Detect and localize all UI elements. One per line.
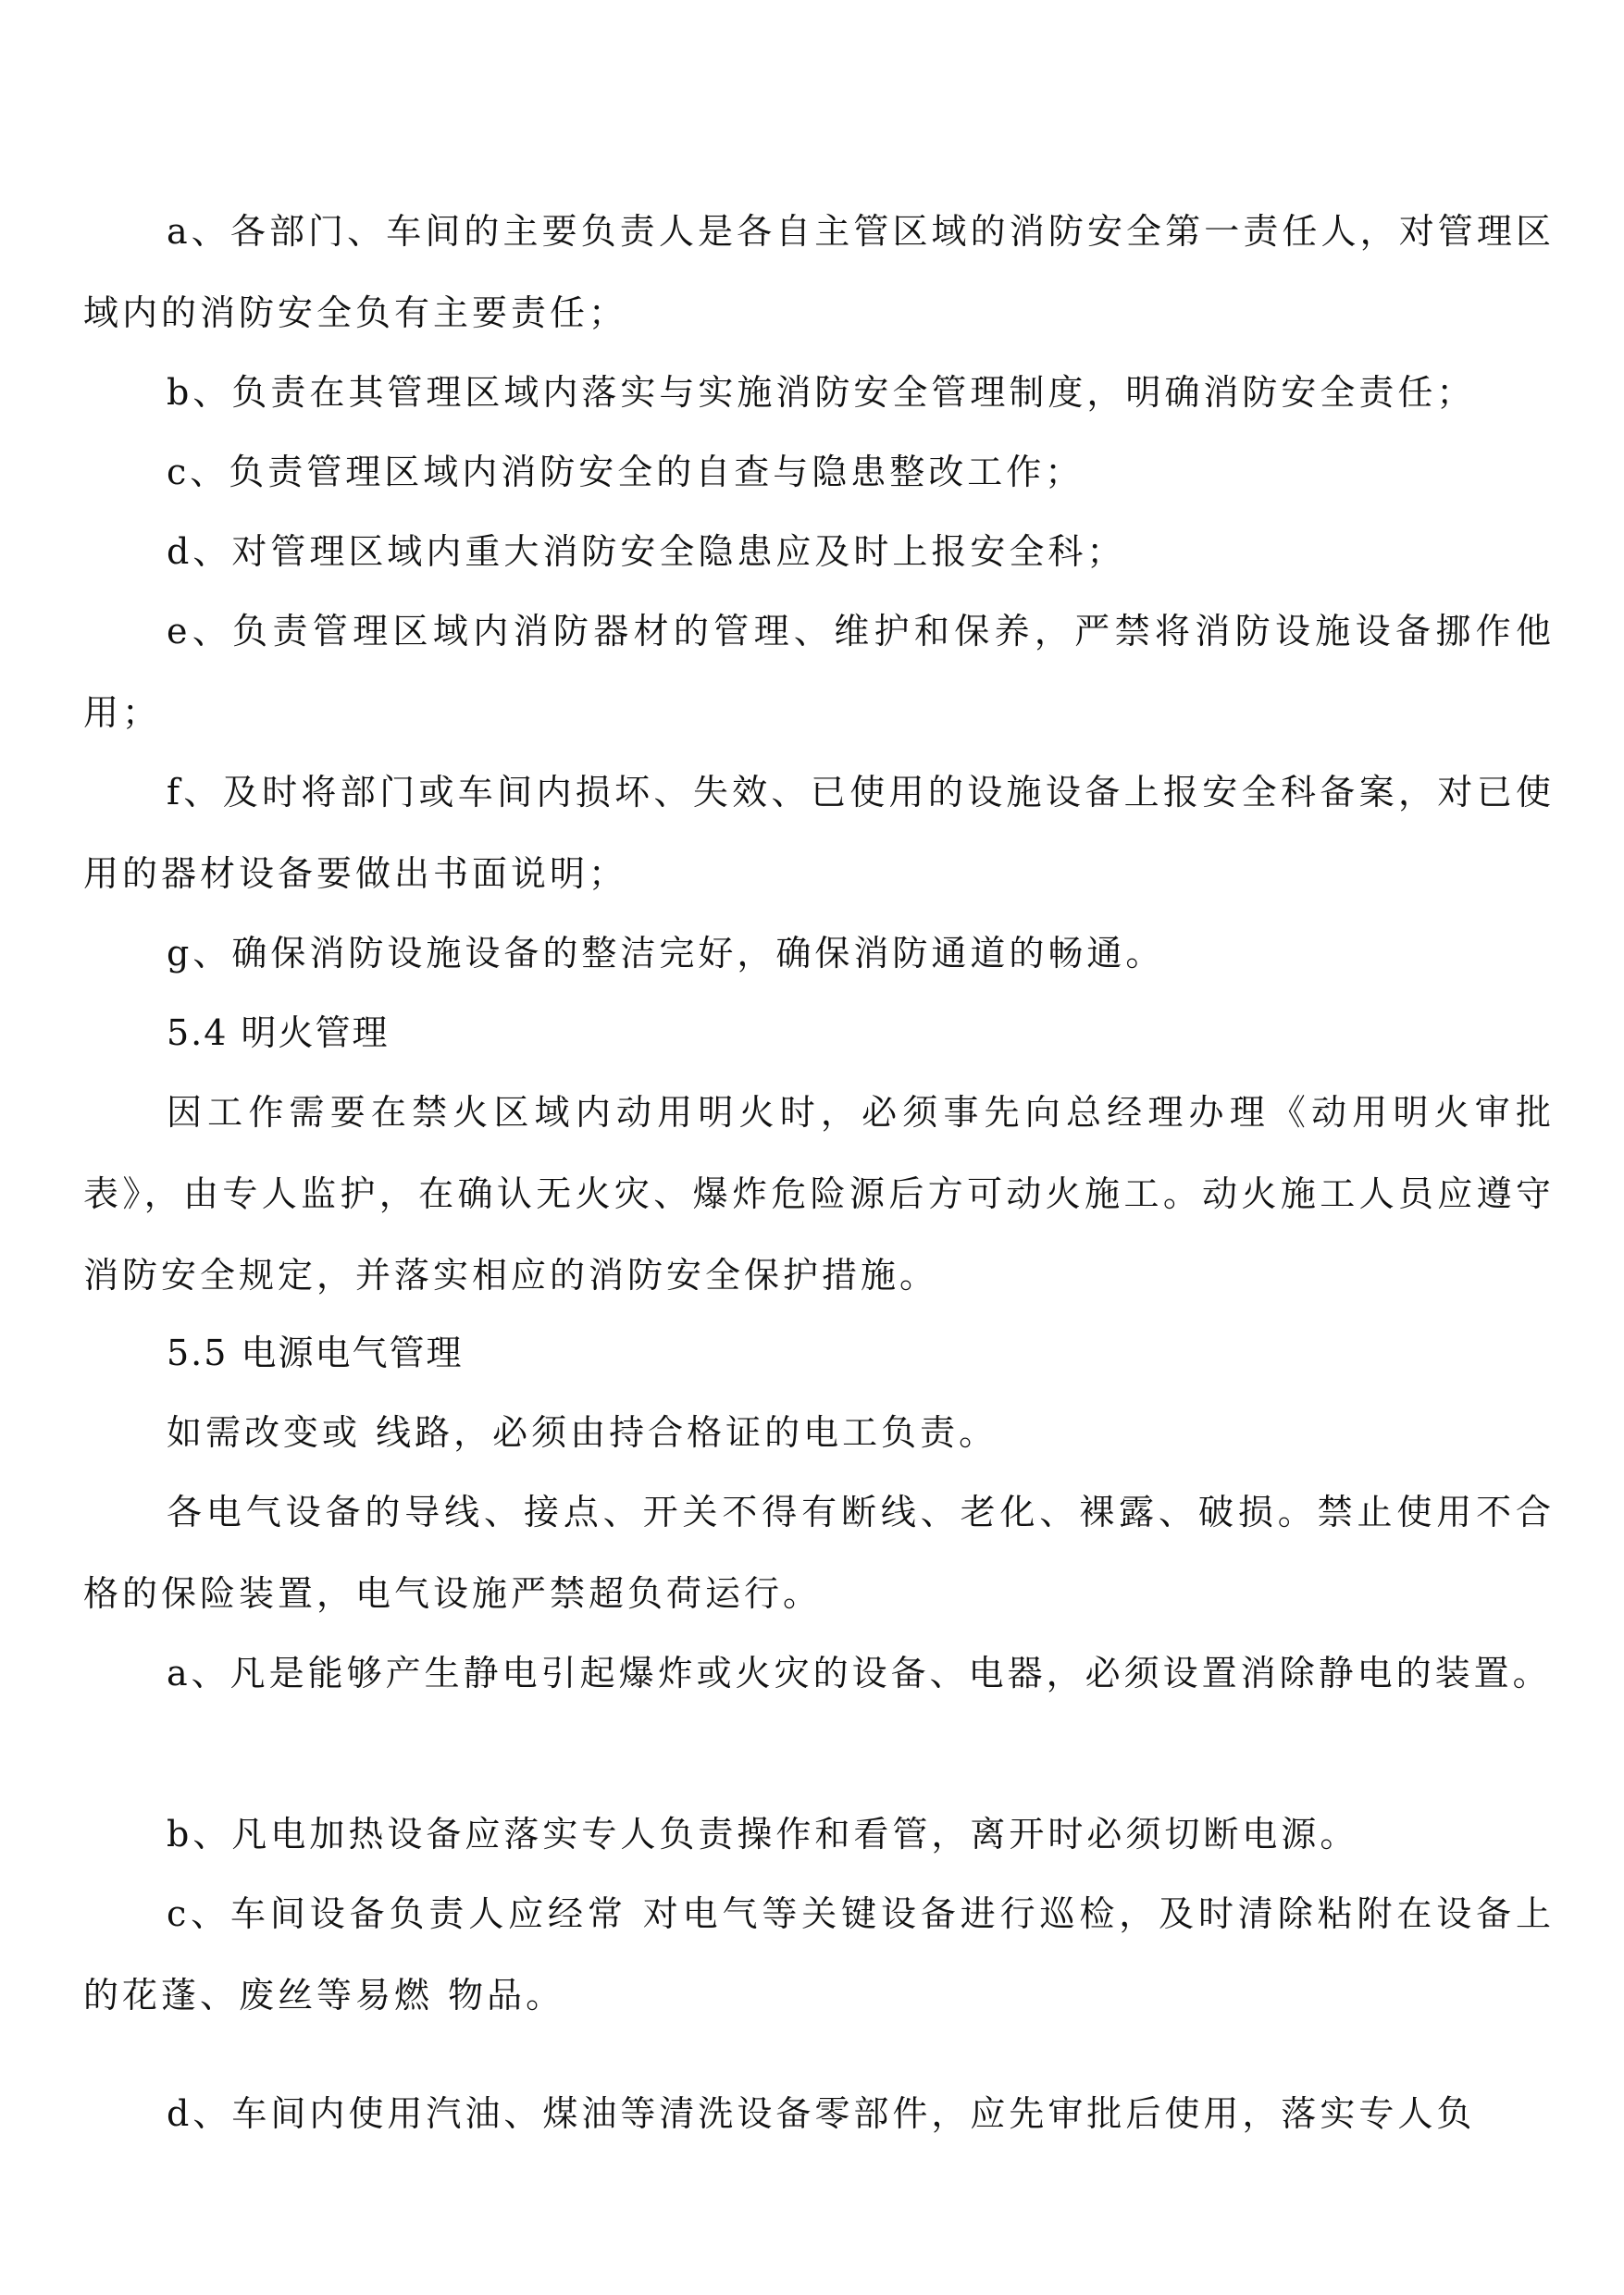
paragraph-open-fire-approval: 因工作需要在禁火区域内动用明火时，必须事先向总经理办理《动用明火审批表》，由专人监护，在确认无火灾、爆炸危险源后方可动火施工。动火施工人员应遵守消防安全规定，并落实相应的消防安全保护措施。: [83, 1092, 1555, 1296]
section-heading-electrical: 5.5 电源电气管理: [167, 1333, 464, 1373]
paragraph-a-responsibility: a、各部门、车间的主要负责人是各自主管区域的消防安全第一责任人，对管理区域内的消防安全负有主要责任；: [83, 211, 1555, 333]
paragraph-wiring-change: 如需改变或 线路，必须由持合格证的电工负责。: [167, 1412, 998, 1453]
paragraph-a-static-electricity: a、凡是能够产生静电引起爆炸或火灾的设备、电器，必须设置消除静电的装置。: [167, 1653, 1552, 1693]
document-page: [83, 0, 1555, 2295]
paragraph-d-cleaning-solvents: d、车间内使用汽油、煤油等清洗设备零部件，应先审批后使用，落实专人负: [167, 2093, 1476, 2134]
paragraph-c-inspection: c、车间设备负责人应经常 对电气等关键设备进行巡检，及时清除粘附在设备上的花蓬、废丝等易燃 物品。: [83, 1893, 1555, 2016]
paragraph-g-keep-clear: g、确保消防设施设备的整洁完好，确保消防通道的畅通。: [167, 933, 1165, 974]
paragraph-f-report-damage: f、及时将部门或车间内损坏、失效、已使用的设施设备上报安全科备案，对已使用的器材设备要做出书面说明；: [83, 772, 1555, 894]
section-heading-open-fire: 5.4 明火管理: [167, 1012, 390, 1053]
paragraph-b-heating-equipment: b、凡电加热设备应落实专人负责操作和看管，离开时必须切断电源。: [167, 1814, 1359, 1855]
paragraph-b-management-system: b、负责在其管理区域内落实与实施消防安全管理制度，明确消防安全责任；: [167, 372, 1476, 413]
paragraph-e-equipment-maintenance: e、负责管理区域内消防器材的管理、维护和保养，严禁将消防设施设备挪作他用；: [83, 611, 1555, 733]
paragraph-c-self-inspection: c、负责管理区域内消防安全的自查与隐患整改工作；: [167, 452, 1085, 492]
paragraph-d-report-hazards: d、对管理区域内重大消防安全隐患应及时上报安全科；: [167, 531, 1126, 572]
paragraph-electrical-equipment: 各电气设备的导线、接点、开关不得有断线、老化、裸露、破损。禁止使用不合格的保险装置，电气设施严禁超负荷运行。: [83, 1492, 1555, 1614]
